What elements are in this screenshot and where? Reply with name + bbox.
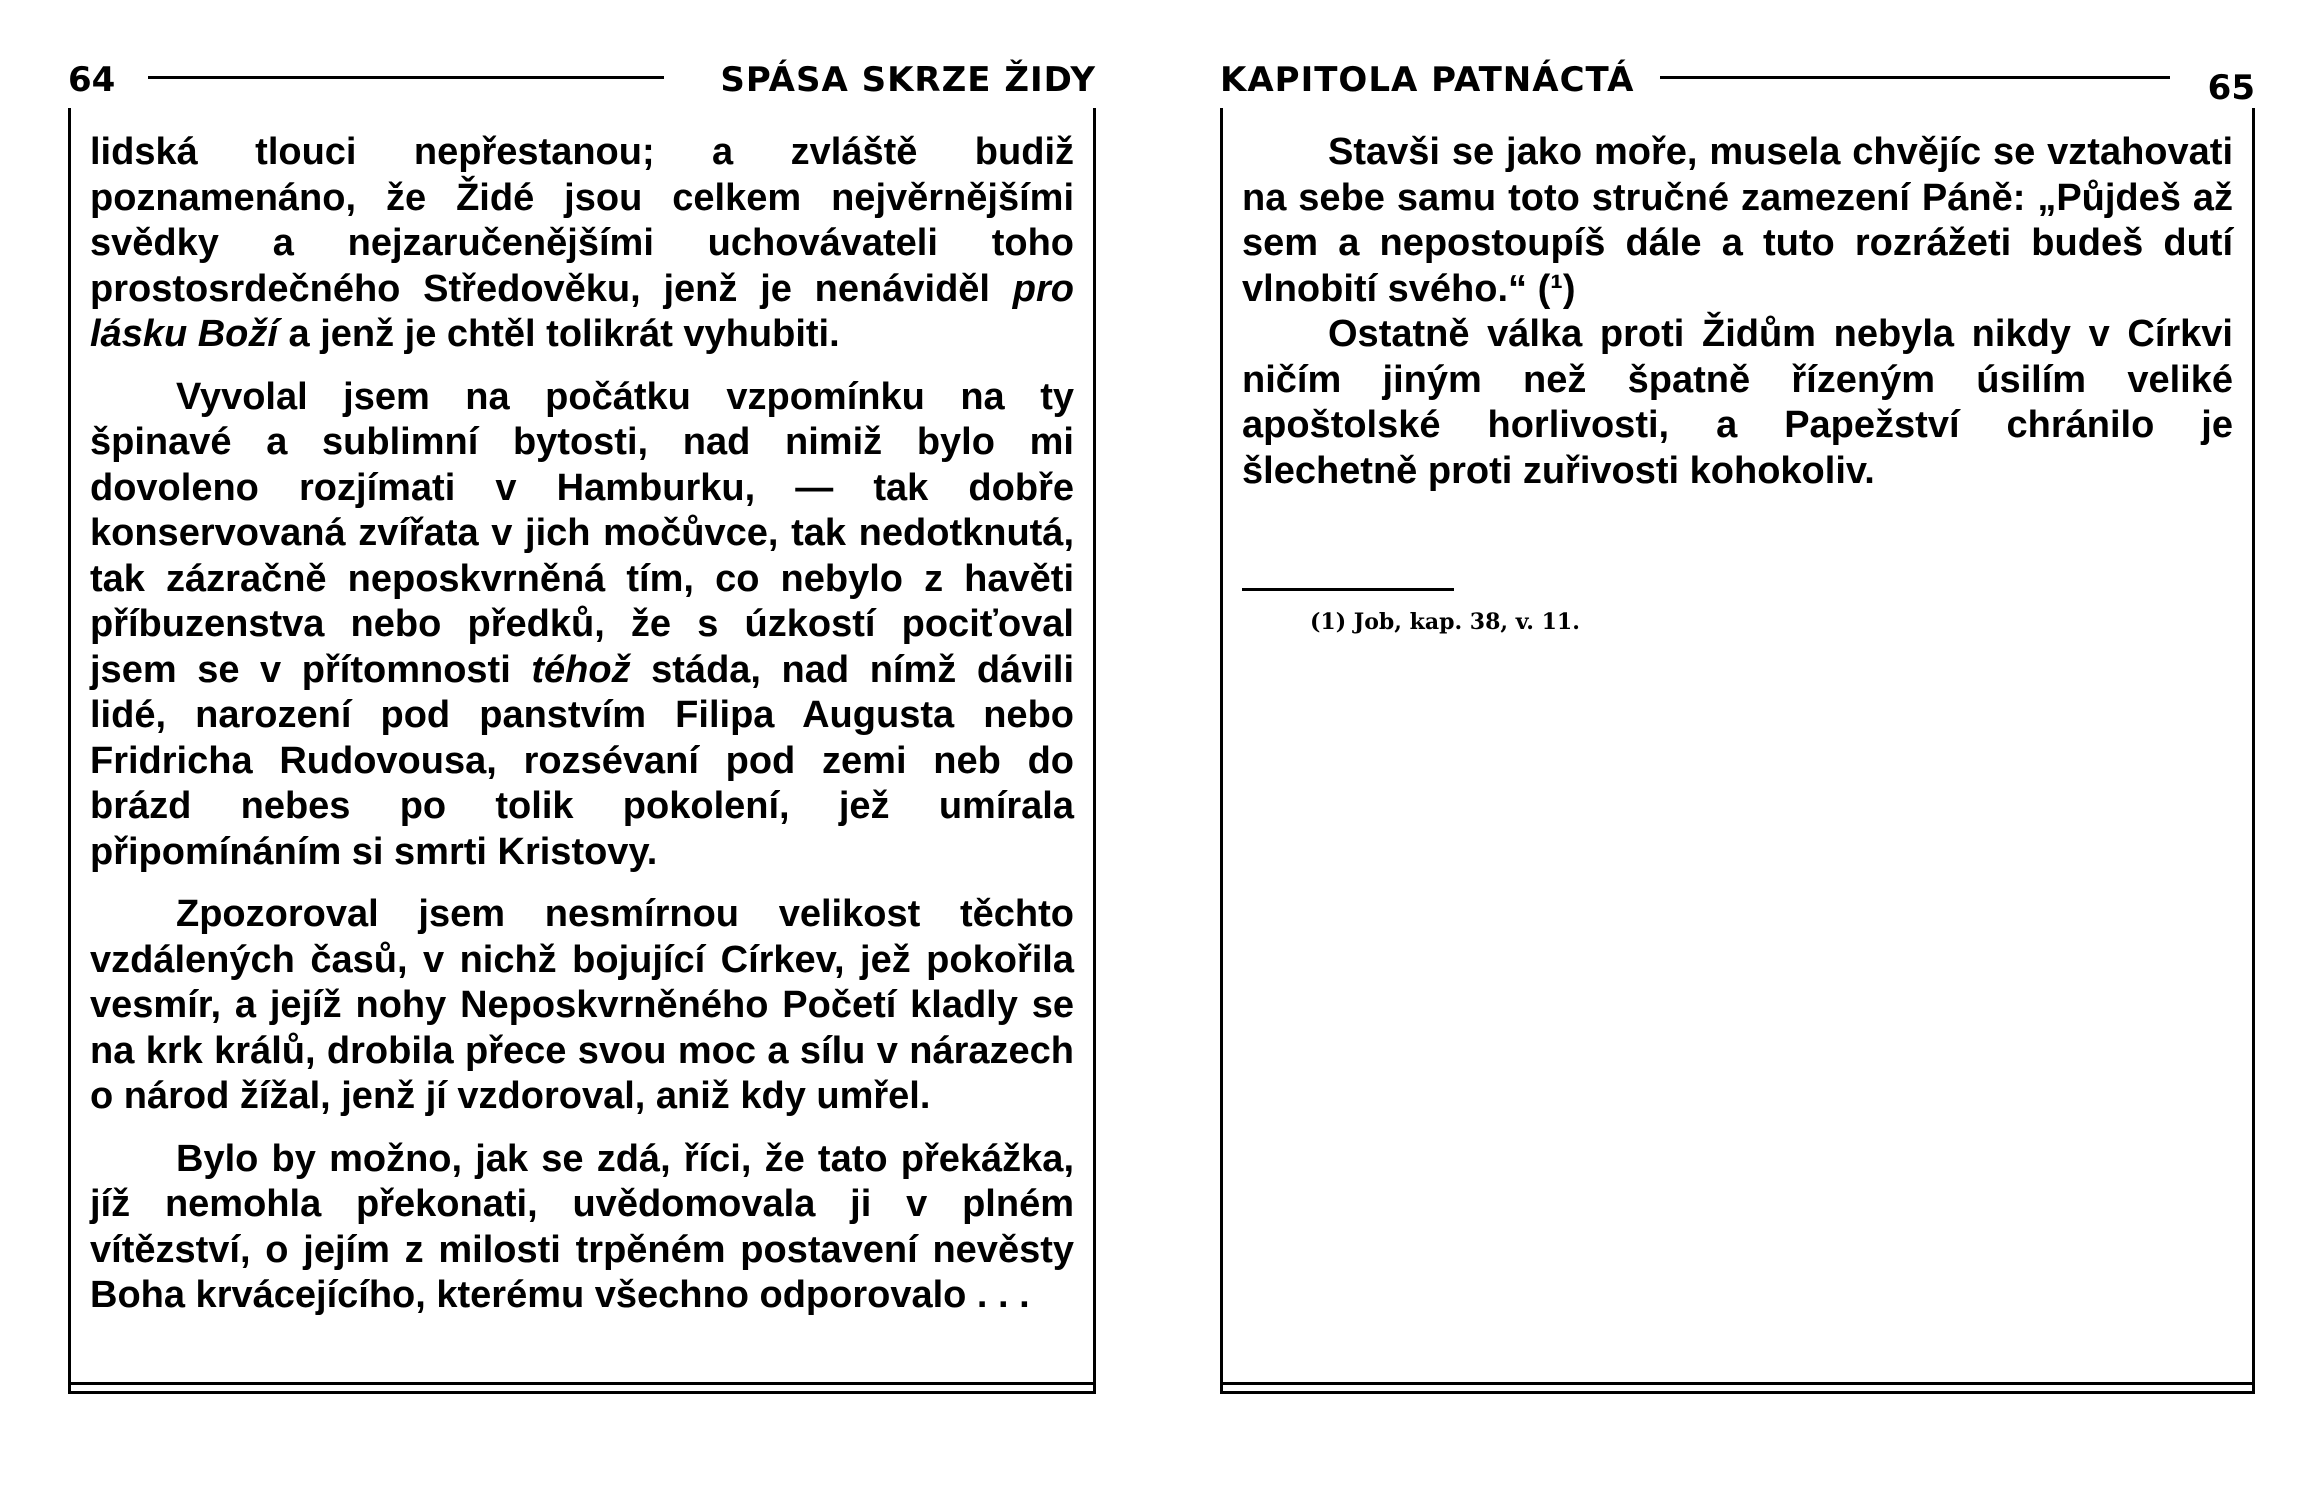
footnote: (1) Job, kap. 38, v. 11.: [1310, 609, 1580, 635]
right-page: [1220, 0, 2255, 1500]
italic-text: téhož: [531, 648, 631, 691]
text-run: Zpozoroval jsem nesmírnou velikost těchto vzdálených časů, v nichž bojující Církev, jež pokořila vesmír, a jejíž nohy Neposkvrněného Početí kladly se na krk králů, drobila přece svou moc a sílu v nárazech o národ žížal, jenž jí vzdoroval, aniž kdy umřel.: [90, 893, 1074, 1117]
text-run: Vyvolal jsem na počátku vzpomínku na ty špinavé a sublimní bytosti, nad nimiž bylo mi dovoleno rozjímati v Hamburku, — tak dobře konservovaná zvířata v jich močůvce, tak nedotknutá, tak zázračně neposkvrněná tím, co nebylo z havěti příbuzenstva nebo předků, že s úzkostí pociťoval jsem se v přítomnosti: [90, 375, 1074, 691]
footnote-rule: [1242, 588, 1454, 591]
running-head: KAPITOLA PATNÁCTÁ: [1220, 60, 1635, 100]
italic-text: pro lásku Boží: [90, 267, 1074, 355]
text-run: Bylo by možno, jak se zdá, říci, že tato překážka, jíž nemohla překonati, uvědomovala ji v plném vítězství, o jejím z milosti trpěném postavení nevěsty Boha krvácejícího, kterému všechno odporovalo . . .: [90, 1137, 1074, 1316]
header-rule: [148, 76, 664, 79]
frame-bottom-rule: [68, 1382, 1096, 1385]
text-run: Stavši se jako moře, musela chvějíc se vztahovati na sebe samu toto stručné zamezení Páně: „Půjdeš až sem a nepostoupíš dále a tuto rozrážeti budeš dutí vlnobití svého.“ (¹): [1242, 131, 2233, 310]
paragraph: [1242, 312, 2233, 494]
paragraph: [90, 130, 1074, 358]
frame-right-rule: [2252, 108, 2255, 1394]
body-text: [90, 130, 1074, 1319]
frame-left-rule: [68, 108, 71, 1394]
page-number: 64: [68, 60, 116, 100]
page-number: 65: [2207, 68, 2255, 108]
running-head: SPÁSA SKRZE ŽIDY: [720, 60, 1096, 100]
frame-right-rule: [1093, 108, 1096, 1394]
frame-bottom-rule: [68, 1391, 1096, 1394]
paragraph: [1242, 130, 2233, 312]
text-frame: [68, 108, 1096, 1394]
paragraph: [90, 375, 1074, 876]
text-run: stáda, nad nímž dávili lidé, narození pod panstvím Filipa Augusta nebo Fridricha Rudovousa, rozsévaní pod zemi neb do brázd nebes po tolik pokolení, jež umírala připomínáním si smrti Kristovy.: [90, 648, 1074, 873]
paragraph: [90, 1137, 1074, 1319]
left-page-header: [68, 52, 1096, 108]
text-run: a jenž je chtěl tolikrát vyhubiti.: [277, 313, 840, 355]
left-page: [68, 0, 1096, 1500]
frame-bottom-rule: [1220, 1391, 2255, 1394]
text-run: Ostatně válka proti Židům nebyla nikdy v Církvi ničím jiným než špatně řízeným úsilím veliké apoštolské horlivosti, a Papežství chránilo je šlechetně proti zuřivosti kohokoliv.: [1242, 313, 2233, 492]
frame-bottom-rule: [1220, 1382, 2255, 1385]
header-rule: [1660, 76, 2170, 79]
body-text: [1242, 130, 2233, 494]
right-page-header: [1220, 52, 2255, 108]
text-run: lidská tlouci nepřestanou; a zvláště budiž poznamenáno, že Židé jsou celkem nejvěrnějšími svědky a nejzaručenějšími uchovávateli toho prostosrdečného Středověku, jenž je nenáviděl: [90, 131, 1074, 310]
frame-left-rule: [1220, 108, 1223, 1394]
text-frame: [1220, 108, 2255, 1394]
paragraph: [90, 892, 1074, 1120]
